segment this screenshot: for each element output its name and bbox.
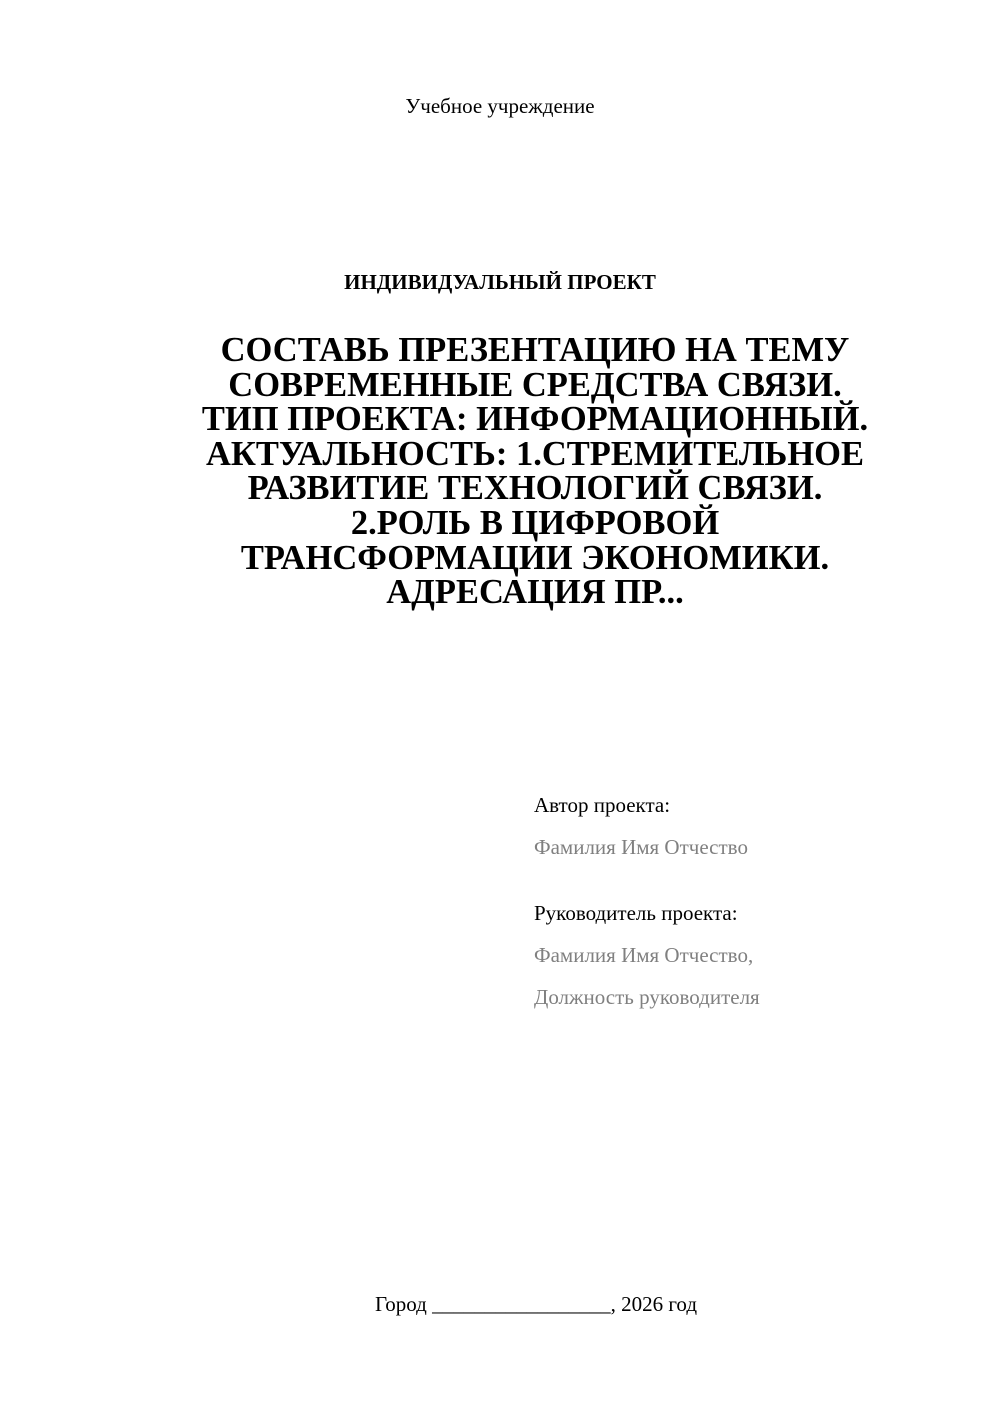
supervisor-name-placeholder: Фамилия Имя Отчество,: [534, 943, 754, 967]
title-line: ТИП ПРОЕКТА: ИНФОРМАЦИОННЫЙ.: [201, 400, 869, 439]
institution-name: Учебное учреждение: [405, 94, 595, 118]
title-line: АДРЕСАЦИЯ ПР...: [386, 573, 684, 612]
author-block: [534, 784, 974, 868]
title-line: СОВРЕМЕННЫЕ СРЕДСТВА СВЯЗИ.: [228, 365, 842, 404]
supervisor-block: [534, 892, 974, 1018]
title-line: РАЗВИТИЕ ТЕХНОЛОГИЙ СВЯЗИ.: [247, 469, 823, 508]
city-year-footer: Город _________________, 2026 год: [374, 1292, 698, 1316]
author-label: Автор проекта:: [534, 793, 671, 817]
title-line: АКТУАЛЬНОСТЬ: 1.СТРЕМИТЕЛЬНОЕ: [205, 434, 865, 473]
supervisor-label: Руководитель проекта:: [534, 901, 738, 925]
title-line: 2.РОЛЬ В ЦИФРОВОЙ: [350, 503, 720, 542]
title-line: СОСТАВЬ ПРЕЗЕНТАЦИЮ НА ТЕМУ: [220, 331, 850, 369]
supervisor-position-placeholder: Должность руководителя: [534, 985, 760, 1009]
project-title: [100, 333, 970, 610]
title-line: ТРАНСФОРМАЦИИ ЭКОНОМИКИ.: [240, 538, 830, 577]
author-name-placeholder: Фамилия Имя Отчество: [534, 835, 748, 859]
project-type-heading: ИНДИВИДУАЛЬНЫЙ ПРОЕКТ: [344, 270, 656, 294]
